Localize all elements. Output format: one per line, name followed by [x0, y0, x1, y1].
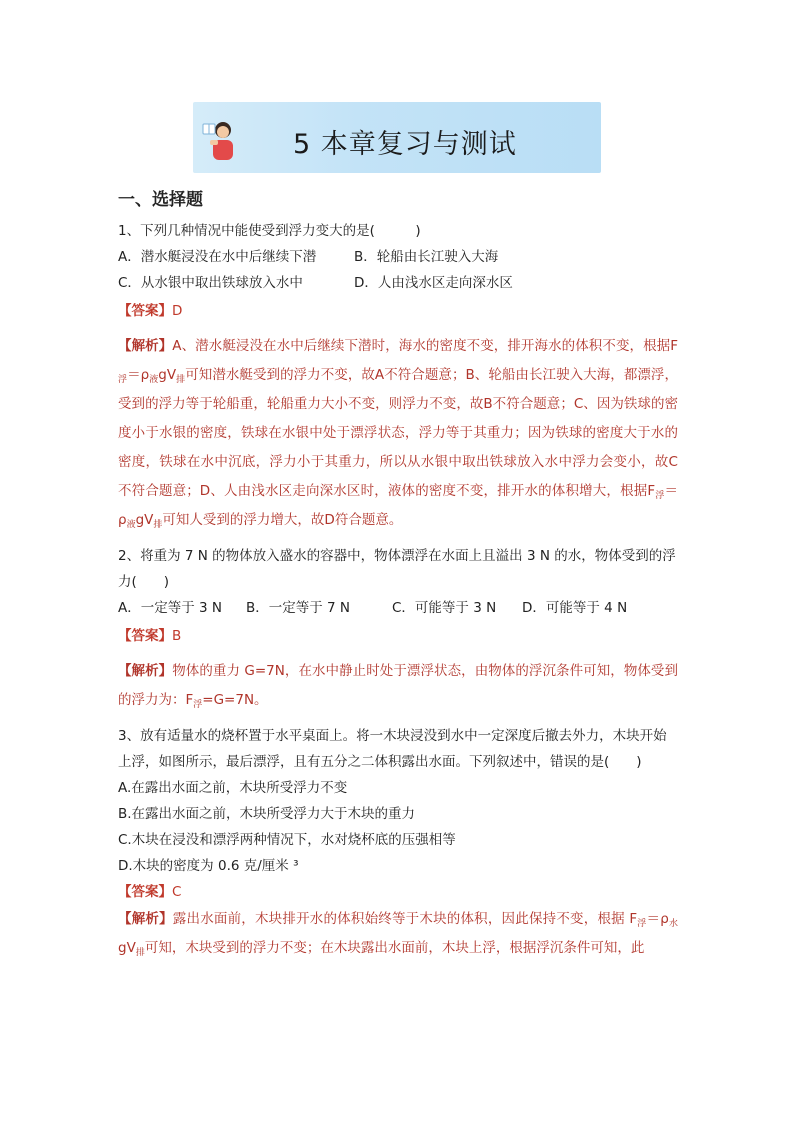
option-a: A．潜水艇浸没在水中后继续下潜	[118, 249, 317, 265]
analysis-text: 可知人受到的浮力增大，故D符合题意。	[162, 512, 403, 528]
subscript: 排	[135, 948, 145, 958]
analysis-paragraph	[118, 332, 678, 535]
question-stem: 1、下列几种情况中能使受到浮力变大的是( )	[118, 223, 421, 239]
option-b: B．一定等于 7 N	[246, 600, 351, 616]
analysis-text: 露出水面前，木块排开水的体积始终等于木块的体积，因此保持不变，根据 F	[172, 911, 638, 927]
analysis-label: 【解析】	[118, 338, 173, 354]
option-row	[118, 595, 678, 621]
analysis-text: =G=7N。	[202, 692, 268, 708]
answer-label: 【答案】	[118, 303, 172, 319]
option-c: C．从水银中取出铁球放入水中	[118, 275, 303, 291]
section-title: 一、选择题	[118, 190, 203, 210]
option-d: D．人由浅水区走向深水区	[354, 275, 513, 291]
formula-part: ＝ρ	[127, 367, 150, 383]
answer-line	[118, 298, 678, 324]
page-title: 5 本章复习与测试	[293, 129, 517, 160]
option-b: B.在露出水面之前，木块所受浮力大于木块的重力	[118, 806, 416, 822]
chapter-banner	[193, 102, 601, 173]
subscript: 浮	[118, 375, 128, 385]
subscript: 浮	[655, 491, 665, 501]
subscript: 液	[126, 520, 136, 530]
answer-label: 【答案】	[118, 628, 172, 644]
question-stem: 2、将重为 7 N 的物体放入盛水的容器中，物体漂浮在水面上且溢出 3 N 的水，物体受到的浮力( )	[118, 548, 676, 590]
formula-part: gV	[135, 512, 154, 528]
question-3	[118, 723, 678, 963]
option-row	[118, 244, 678, 270]
option-c: C.木块在浸没和漂浮两种情况下，水对烧杯底的压强相等	[118, 832, 456, 848]
option-c: C．可能等于 3 N	[392, 600, 497, 616]
option-d: D.木块的密度为 0.6 克/厘米 ³	[118, 858, 299, 874]
student-reading-icon	[201, 116, 235, 162]
option-a: A．一定等于 3 N	[118, 600, 223, 616]
analysis-paragraph	[118, 905, 678, 963]
analysis-text: A、潜水艇浸没在水中后继续下潜时，海水的密度不变，排开海水的体积不变，根据F	[172, 338, 679, 354]
formula-part: ＝ρ	[646, 911, 669, 927]
answer-label: 【答案】	[118, 884, 172, 900]
answer-value: D	[172, 303, 183, 319]
subscript: 浮	[193, 700, 203, 710]
option-d: D．可能等于 4 N	[522, 600, 628, 616]
answer-value: B	[172, 628, 182, 644]
analysis-paragraph	[118, 657, 678, 715]
formula-part: gV	[158, 367, 177, 383]
subscript: 水	[668, 919, 678, 929]
analysis-label: 【解析】	[118, 663, 173, 679]
subscript: 排	[176, 375, 186, 385]
subscript: 浮	[637, 919, 647, 929]
answer-line	[118, 623, 678, 649]
analysis-text: 可知潜水艇受到的浮力不变，故A不符合题意；B、轮船由长江驶入大海，都漂浮，受到的浮力等于轮船重，轮船重力大小不变，则浮力不变，故B不符合题意；C、因为铁球的密度小于水银的密度，铁球在水银中处于漂浮状态，浮力等于其重力；因为铁球的密度大于水的密度，铁球在水中沉底，浮力小于其重力，所以从水银中取出铁球放入水中浮力会变小，故C不符合题意；D、人由浅水区走向深水区时，液体的密度不变，排开水的体积增大，根据F	[118, 367, 678, 499]
answer-line	[118, 879, 678, 905]
option-a: A.在露出水面之前，木块所受浮力不变	[118, 780, 348, 796]
analysis-text: 可知，木块受到的浮力不变；在木块露出水面前，木块上浮，根据浮沉条件可知，此	[144, 940, 645, 956]
option-row	[118, 270, 678, 296]
formula-part: gV	[118, 940, 136, 956]
subscript: 液	[149, 375, 159, 385]
subscript: 排	[153, 520, 163, 530]
question-stem: 3、放有适量水的烧杯置于水平桌面上。将一木块浸没到水中一定深度后撤去外力，木块开始上浮，如图所示，最后漂浮，且有五分之二体积露出水面。下列叙述中，错误的是( )	[118, 728, 667, 770]
question-1	[118, 218, 678, 535]
analysis-label: 【解析】	[118, 911, 173, 927]
option-b: B．轮船由长江驶入大海	[354, 249, 499, 265]
analysis-text: 物体的重力 G=7N，在水中静止时处于漂浮状态，由物体的浮沉条件可知，物体受到的浮力为：F	[118, 663, 678, 708]
formula-part: ＝ρ	[118, 483, 678, 528]
document-body	[118, 186, 678, 963]
answer-value: C	[172, 884, 182, 900]
question-2	[118, 543, 678, 715]
